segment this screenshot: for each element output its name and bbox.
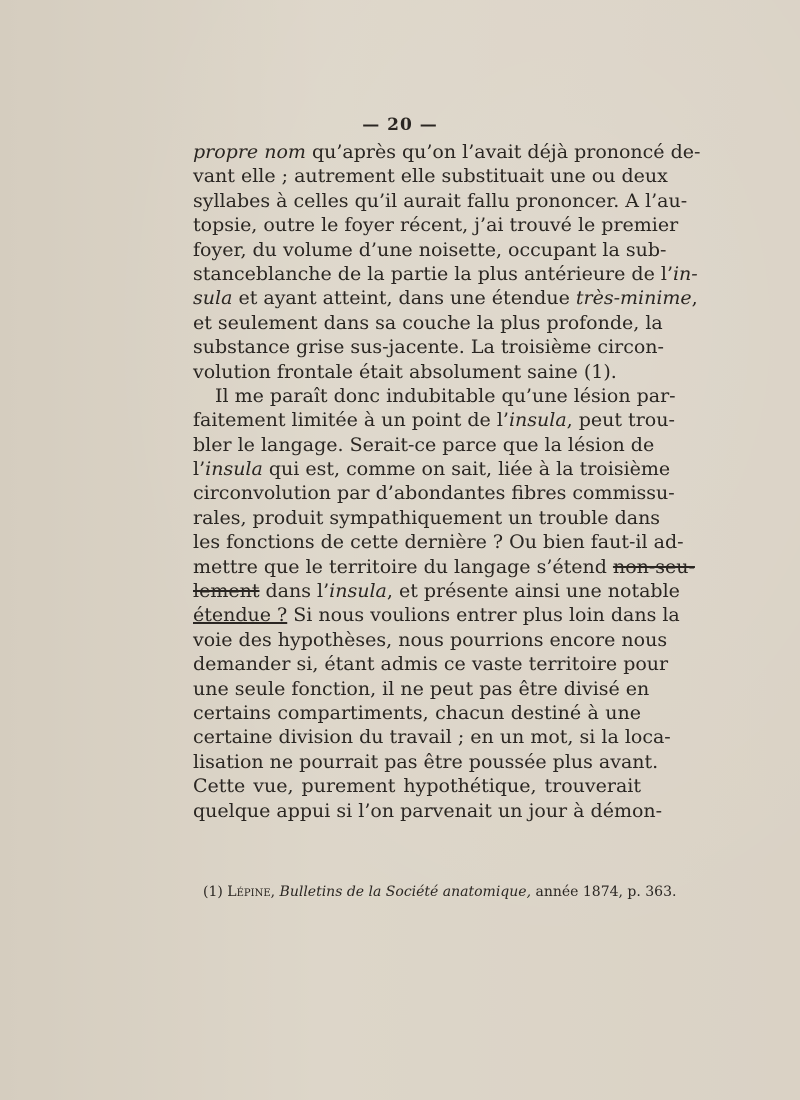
line-12-a: faitement limitée à un point de l’ (193, 409, 509, 432)
line-12-italic: insula (508, 409, 567, 432)
text-line-7 (193, 286, 698, 310)
footnote-author: Lépine, (227, 884, 276, 900)
text-line-15: circonvolution par d’abondantes fibres commissu- (193, 482, 675, 505)
struck-text-2: lement (193, 580, 260, 603)
line-7-italic-a: sula (193, 287, 233, 310)
text-line-26: lisation ne pourrait pas être poussée plus avant. (193, 750, 659, 773)
text-line-28: quelque appui si l’on parvenait un jour à démon- (193, 799, 663, 822)
underlined-text: étendue ? (193, 604, 288, 627)
text-line-25: certaine division du travail ; en un mot, si la loca- (193, 726, 671, 749)
footnote-marker: (1) (203, 884, 223, 900)
text-line-19 (193, 579, 680, 603)
line-14-italic: insula (205, 458, 263, 481)
line-12-b: , peut trou- (566, 409, 675, 432)
text-line-1 (193, 140, 701, 164)
text-line-18 (193, 555, 695, 579)
text-line-2: vant elle ; autrement elle substituait une ou deux (193, 165, 668, 188)
text-line-21: voie des hypothèses, nous pourrions encore nous (193, 628, 668, 651)
line-7-mid: et ayant atteint, dans une étendue (232, 287, 576, 310)
line-18-a: mettre que le territoire du langage s’étend (193, 555, 613, 578)
footnote (203, 884, 677, 900)
text-line-9: substance grise sus-jacente. La troisième circon- (193, 336, 664, 359)
text-line-4: topsie, outre le foyer récent, j’ai trouvé le premier (193, 214, 679, 237)
line-14-b: qui est, comme on sait, liée à la troisième (262, 458, 671, 481)
line-1-rest: qu’après qu’on l’avait déjà prononcé de- (305, 141, 701, 163)
footnote-rest: année 1874, p. 363. (535, 884, 677, 900)
text-line-27: Cette vue, purement hypothétique, trouverait (193, 775, 641, 798)
line-7-end: , (691, 287, 698, 310)
line-20-rest: Si nous voulions entrer plus loin dans la (287, 604, 680, 627)
page-number: — 20 — (362, 115, 438, 135)
text-line-16: rales, produit sympathiquement un trouble dans (193, 506, 661, 529)
line-6-main: stanceblanche de la partie la plus antérieure de l’ (193, 262, 673, 285)
text-line-17: les fonctions de cette dernière ? Ou bien faut-il ad- (193, 531, 684, 554)
struck-text: non-seu- (612, 555, 695, 578)
footnote-title: Bulletins de la Société anatomique, (279, 884, 532, 900)
text-line-8: et seulement dans sa couche la plus profonde, la (193, 311, 663, 334)
text-line-23: une seule fonction, il ne peut pas être divisé en (193, 677, 650, 700)
text-line-22: demander si, étant admis ce vaste territoire pour (193, 653, 669, 676)
text-line-5: foyer, du volume d’une noisette, occupant la sub- (193, 238, 667, 261)
line-14-a: l’ (193, 458, 206, 481)
text-line-11: Il me paraît donc indubitable qu’une lésion par- (215, 384, 676, 407)
body-text (193, 140, 701, 823)
text-line-10: volution frontale était absolument saine (1). (193, 360, 617, 383)
text-line-12 (193, 408, 675, 432)
italic-phrase: propre nom (193, 141, 306, 163)
line-19-a: dans l’ (259, 580, 330, 603)
text-line-6 (193, 262, 698, 286)
line-19-italic: insula (329, 580, 387, 603)
text-line-20 (193, 603, 680, 627)
text-line-13: bler le langage. Serait-ce parce que la lésion de (193, 433, 655, 456)
line-7-italic-b: très-minime (575, 287, 692, 310)
line-6-italic: in- (672, 262, 698, 285)
line-19-b: , et présente ainsi une notable (386, 580, 680, 603)
text-line-24: certains compartiments, chacun destiné à une (193, 701, 641, 724)
text-line-14 (193, 457, 671, 481)
text-line-3: syllabes à celles qu’il aurait fallu prononcer. A l’au- (193, 189, 688, 212)
